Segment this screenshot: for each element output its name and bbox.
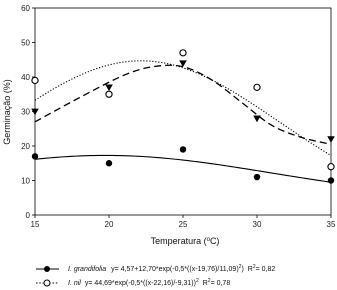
legend-entry-grandifolia (36, 264, 275, 273)
y-tick-label: 20 (21, 142, 30, 151)
y-tick-label: 10 (21, 176, 30, 186)
point-triangle (105, 85, 113, 92)
legend-series-name-nil: I. nil (68, 280, 81, 287)
x-tick-label: 30 (252, 220, 262, 229)
y-tick-label: 30 (21, 107, 30, 117)
point-nil (106, 91, 112, 97)
legend-r2-label-grandifolia: R (247, 266, 253, 273)
fit-curve-nil (35, 61, 331, 156)
point-grandifolia (328, 177, 334, 183)
point-grandifolia (180, 146, 186, 152)
legend-r2-label-nil: R (202, 280, 208, 287)
fit-curves (35, 61, 331, 182)
y-tick-label: 60 (21, 4, 30, 13)
x-axis-title-degree: o (206, 237, 210, 243)
legend-r2-value-grandifolia: = 0,82 (255, 266, 276, 273)
legend-entry-nil (36, 278, 230, 287)
point-nil (180, 50, 186, 56)
point-grandifolia (106, 160, 112, 166)
legend-equation-exp-nil: 2 (195, 278, 199, 284)
x-tick-label: 25 (178, 220, 188, 229)
legend-series-name-grandifolia: I. grandifolia (68, 266, 107, 273)
axes (21, 4, 336, 229)
legend-r2-value-nil: = 0,78 (210, 280, 231, 287)
point-nil (328, 164, 334, 170)
x-axis-title-tail: C) (209, 236, 220, 246)
point-nil (254, 84, 260, 90)
y-tick-label: 0 (25, 211, 30, 220)
point-grandifolia (32, 153, 38, 159)
x-tick-label: 35 (326, 220, 336, 229)
fit-curve-grandifolia (35, 155, 331, 182)
x-tick-label: 20 (104, 220, 114, 229)
legend-text-nil (68, 278, 230, 287)
legend-equation-exp-grandifolia: 2 (238, 264, 242, 270)
legend-r2-exp-grandifolia: 2 (252, 264, 256, 270)
x-axis-title (151, 236, 220, 246)
legend-marker-filled-circle (44, 266, 50, 272)
legend-text-grandifolia (68, 264, 275, 273)
legend-equation-tail-grandifolia: ) (241, 266, 244, 273)
y-tick-label: 50 (21, 38, 30, 48)
y-tick-label: 40 (21, 73, 30, 82)
legend-equation-grandifolia: y= 4,57+12,70*exp(-0,5*((x-19,76)/11,09) (111, 266, 239, 273)
point-triangle (31, 109, 39, 116)
legend (36, 264, 275, 287)
point-grandifolia (254, 174, 260, 180)
x-tick-label: 15 (30, 220, 40, 229)
point-nil (32, 77, 38, 83)
y-axis-title: Germinação (%) (2, 79, 12, 145)
x-axis-title-main: Temperatura ( (150, 236, 207, 246)
point-triangle (327, 136, 335, 143)
fit-curve-triangle-series (35, 65, 331, 144)
legend-equation-nil: y= 44,69*exp(-0,5*((x-22,16)/-9,31)) (84, 280, 196, 287)
legend-r2-exp-nil: 2 (207, 278, 211, 284)
data-points (31, 50, 335, 184)
legend-marker-open-circle (44, 280, 50, 286)
plot-frame (35, 8, 331, 215)
point-triangle (253, 116, 261, 123)
